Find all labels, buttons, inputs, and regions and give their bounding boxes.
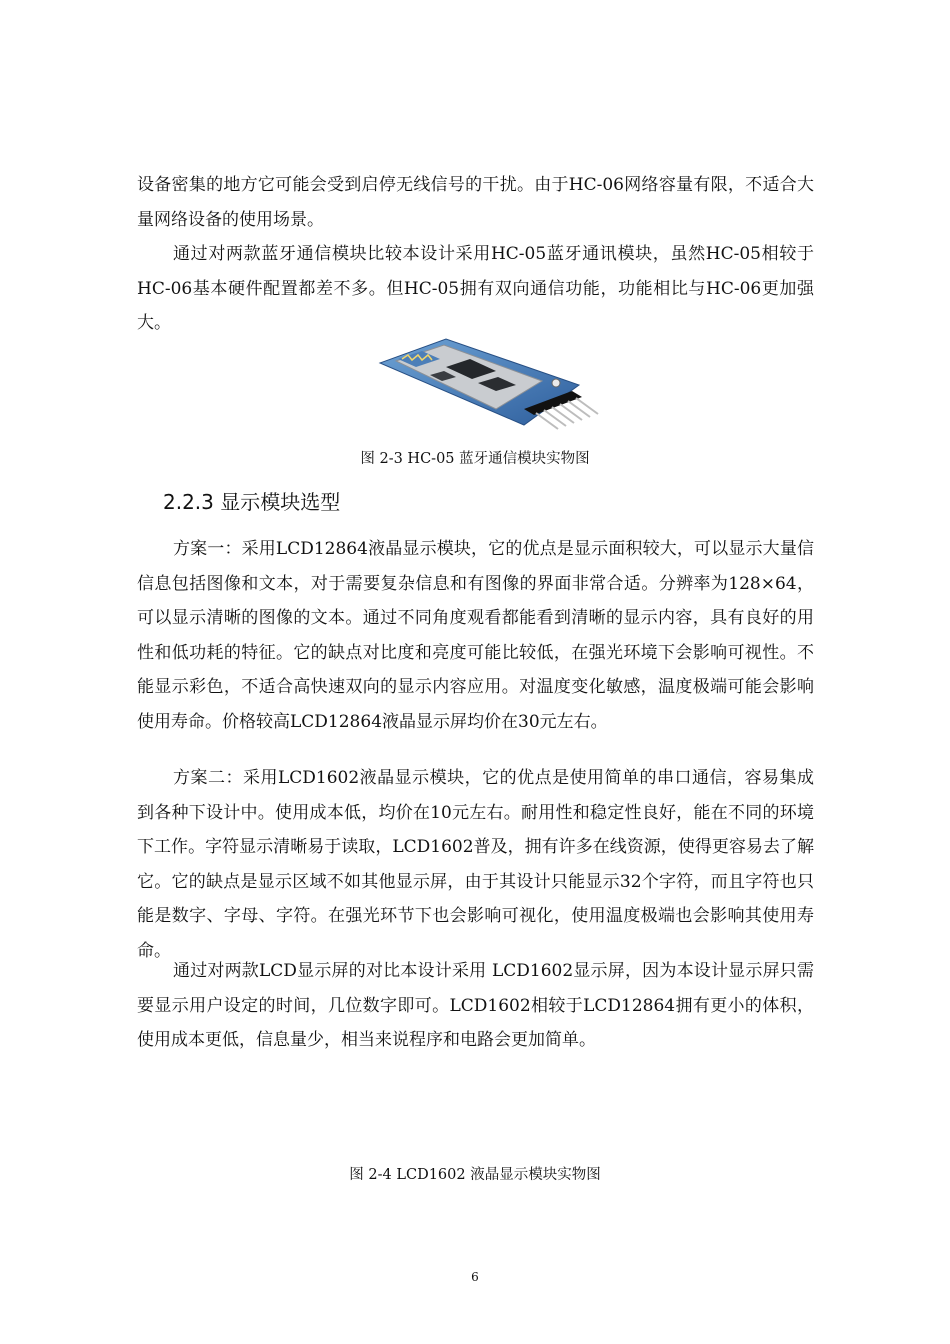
figure-caption-2-4: 图 2-4 LCD1602 液晶显示模块实物图	[349, 1167, 601, 1183]
paragraph-option-one: 方案一：采用LCD12864液晶显示模块，它的优点是显示面积较大，可以显示大量信信息包括图像和文本，对于需要复杂信息和有图像的界面非常合适。分辨率为128×64，可以显示清晰的图像的文本。通过不同角度观看都能看到清晰的显示内容，具有良好的用性和低功耗的特征。它的缺点对比度和亮度可能比较低，在强光环境下会影响可视性。不能显示彩色，不适合高快速双向的显示内容应用。对温度变化敏感，温度极端可能会影响使用寿命。价格较高LCD12864液晶显示屏均价在30元左右。	[137, 539, 814, 732]
page-number: 6	[471, 1270, 479, 1284]
paragraph-hc06-limits: 设备密集的地方它可能会受到启停无线信号的干扰。由于HC-06网络容量有限，不适合大量网络设备的使用场景。	[137, 175, 814, 230]
paragraph-option-two: 方案二：采用LCD1602液晶显示模块，它的优点是使用简单的串口通信，容易集成到各种下设计中。使用成本低，均价在10元左右。耐用性和稳定性良好，能在不同的环境下工作。字符显示清晰易于读取，LCD1602普及，拥有许多在线资源，使得更容易去了解它。它的缺点是显示区域不如其他显示屏，由于其设计只能显示32个字符，而且字符也只能是数字、字母、字符。在强光环节下也会影响可视化，使用温度极端也会影响其使用寿命。	[137, 768, 814, 961]
paragraph-hc05-choice: 通过对两款蓝牙通信模块比较本设计采用HC-05蓝牙通讯模块，虽然HC-05相较于HC-06基本硬件配置都差不多。但HC-05拥有双向通信功能，功能相比与HC-06更加强大。	[137, 244, 814, 333]
section-heading: 2.2.3 显示模块选型	[163, 490, 341, 514]
figure-caption-2-3: 图 2-3 HC-05 蓝牙通信模块实物图	[360, 451, 590, 467]
paragraph-conclusion: 通过对两款LCD显示屏的对比本设计采用 LCD1602显示屏，因为本设计显示屏只需要显示用户设定的时间，几位数字即可。LCD1602相较于LCD12864拥有更小的体积，使用成本更低，信息量少，相当来说程序和电路会更加简单。	[137, 961, 814, 1050]
hc05-module-photo	[374, 333, 614, 433]
